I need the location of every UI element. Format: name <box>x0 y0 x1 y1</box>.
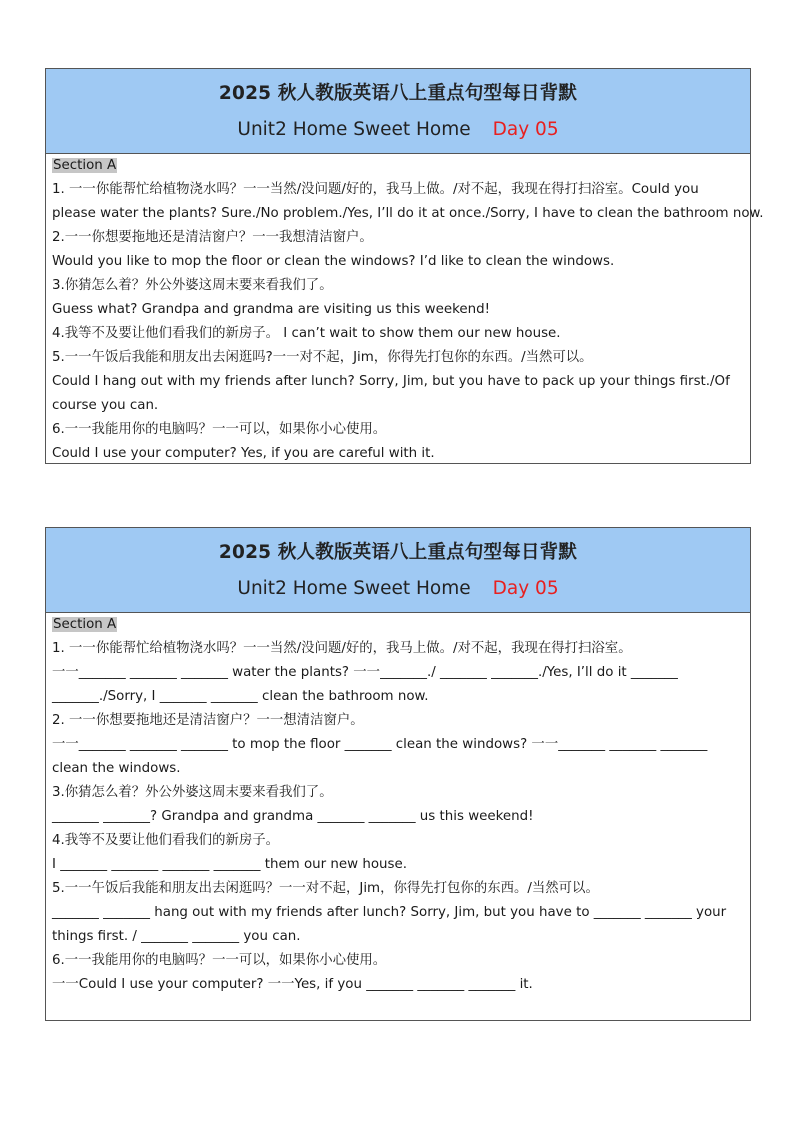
text-line: 6.一一我能用你的电脑吗？一一可以，如果你小心使用。 <box>52 953 387 968</box>
fill-blank-line: 一一Could I use your computer? 一一Yes, if you _______ _______ _______ it. <box>52 977 533 992</box>
card-header <box>46 69 750 154</box>
card-body <box>46 613 750 997</box>
text-line: Would you like to mop the floor or clean the windows? I’d like to clean the windows. <box>52 254 615 269</box>
text-line: 5.一一午饭后我能和朋友出去闲逛吗？一一对不起，Jim，你得先打包你的东西。/当然可以。 <box>52 881 599 896</box>
card-title: 2025 秋人教版英语八上重点句型每日背默 <box>218 83 578 104</box>
card-body <box>46 154 764 466</box>
section-label: Section A <box>53 158 117 173</box>
card-subtitle <box>46 578 750 599</box>
unit-label: Unit2 Home Sweet Home <box>237 119 471 140</box>
text-line: please water the plants? Sure./No problem./Yes, I’ll do it at once./Sorry, I have to clean the bathroom now. <box>52 206 764 221</box>
fill-blank-line: I _______ _______ _______ _______ them our new house. <box>52 857 407 872</box>
fill-blank-line: 一一_______ _______ _______ water the plants? 一一_______./ _______ _______./Yes, I’ll do it _______ <box>52 665 678 680</box>
text-line: 1. 一一你能帮忙给植物浇水吗？一一当然/没问题/好的，我马上做。/对不起，我现在得打扫浴室。 <box>52 641 632 656</box>
exercise-card <box>45 527 751 1021</box>
fill-blank-line: things first. / _______ _______ you can. <box>52 929 301 944</box>
card-title: 2025 秋人教版英语八上重点句型每日背默 <box>218 542 578 563</box>
card-subtitle <box>46 119 750 140</box>
text-line: 3.你猜怎么着？外公外婆这周末要来看我们了。 <box>52 785 333 800</box>
fill-blank-line: _______./Sorry, I _______ _______ clean the bathroom now. <box>52 689 429 704</box>
text-line: Could I hang out with my friends after lunch? Sorry, Jim, but you have to pack up your things first./Of <box>52 374 730 389</box>
text-line: 2.一一你想要拖地还是清洁窗户？一一我想清洁窗户。 <box>52 230 373 245</box>
text-line: 5.一一午饭后我能和朋友出去闲逛吗?一一对不起，Jim，你得先打包你的东西。/当然可以。 <box>52 350 593 365</box>
text-line: 4.我等不及要让他们看我们的新房子。 <box>52 833 280 848</box>
fill-blank-line: clean the windows. <box>52 761 181 776</box>
fill-blank-line: 一一_______ _______ _______ to mop the floor _______ clean the windows? 一一_______ _______ _______ <box>52 737 708 752</box>
text-line: 4.我等不及要让他们看我们的新房子。 I can’t wait to show them our new house. <box>52 326 561 341</box>
text-line: 3.你猜怎么着？外公外婆这周末要来看我们了。 <box>52 278 333 293</box>
section-label: Section A <box>53 617 117 632</box>
fill-blank-line: _______ _______ hang out with my friends after lunch? Sorry, Jim, but you have to _______ _______ your <box>52 905 727 920</box>
answer-card <box>45 68 764 464</box>
day-label: Day 05 <box>492 119 559 140</box>
day-label: Day 05 <box>492 578 559 599</box>
text-line: 6.一一我能用你的电脑吗？一一可以，如果你小心使用。 <box>52 422 387 437</box>
text-line: course you can. <box>52 398 159 413</box>
unit-label: Unit2 Home Sweet Home <box>237 578 471 599</box>
text-line: Could I use your computer? Yes, if you are careful with it. <box>52 446 435 461</box>
fill-blank-line: _______ _______? Grandpa and grandma _______ _______ us this weekend! <box>52 809 534 824</box>
text-line: 2. 一一你想要拖地还是清洁窗户？一一想清洁窗户。 <box>52 713 364 728</box>
card-header <box>46 528 750 613</box>
text-line: 1. 一一你能帮忙给植物浇水吗？一一当然/没问题/好的，我马上做。/对不起，我现在得打扫浴室。Could you <box>52 182 699 197</box>
text-line: Guess what? Grandpa and grandma are visiting us this weekend! <box>52 302 490 317</box>
